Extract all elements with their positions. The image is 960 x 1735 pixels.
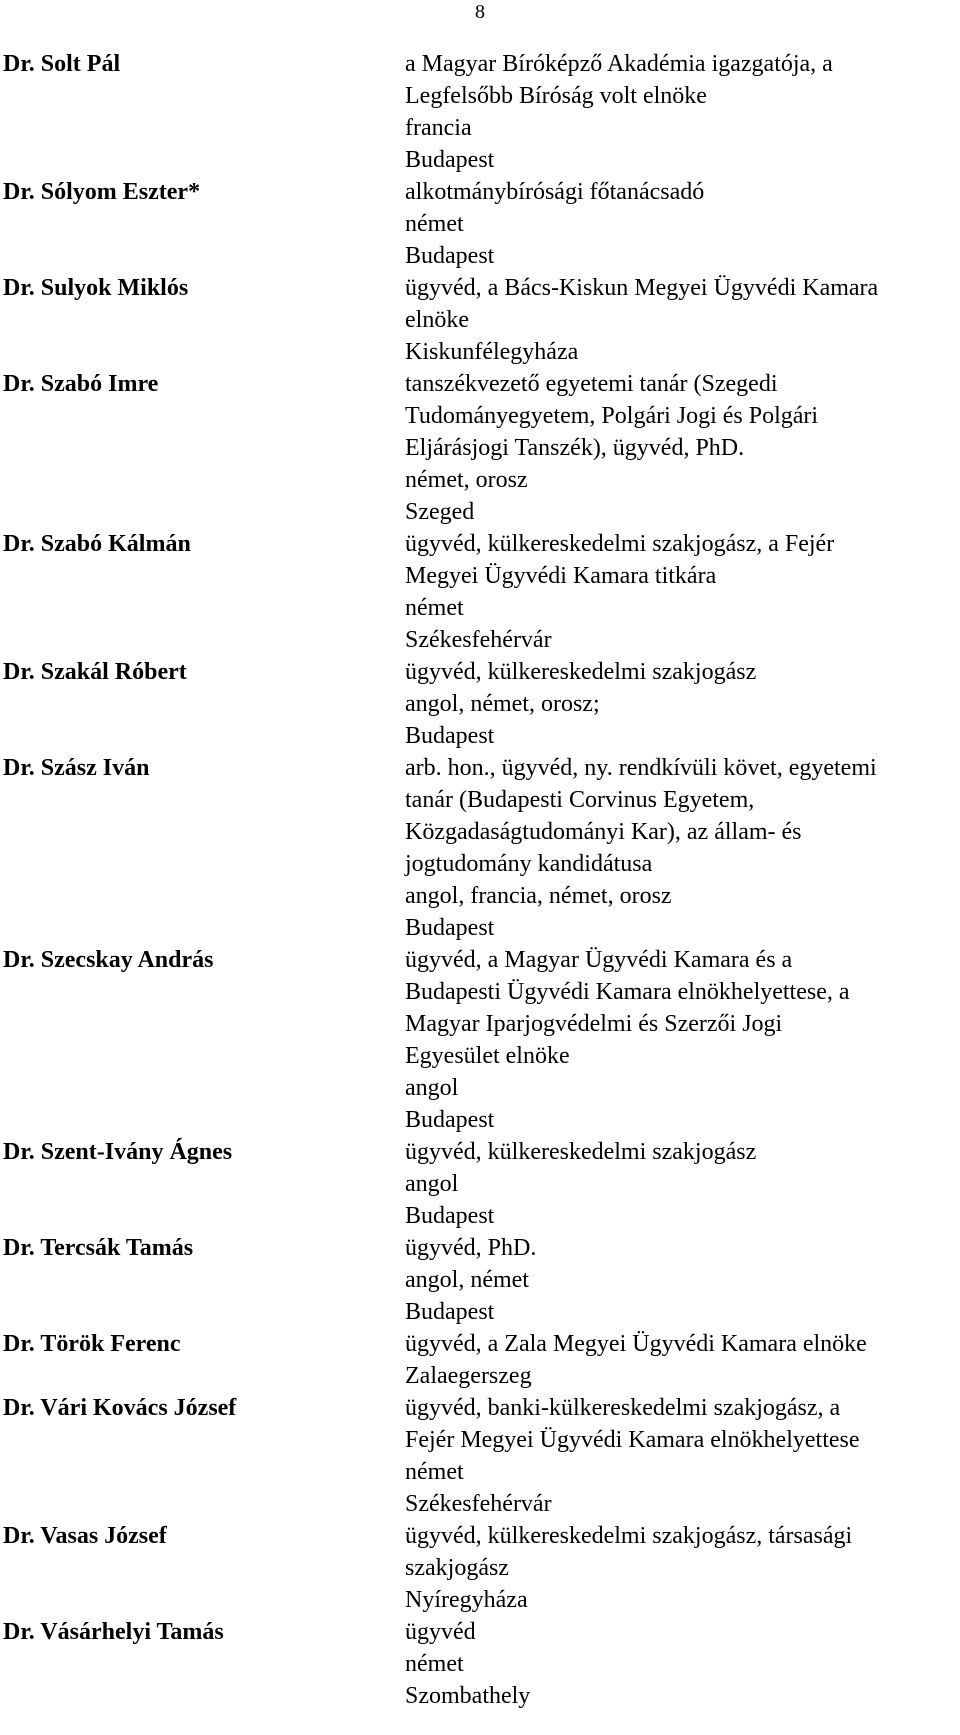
detail-line: jogtudomány kandidátusa [405, 851, 653, 877]
detail-line: Budapest [405, 1107, 495, 1133]
detail-line: Megyei Ügyvédi Kamara titkára [405, 563, 717, 589]
list-item [0, 752, 960, 944]
person-details [405, 944, 960, 1136]
list-item [0, 1520, 960, 1616]
detail-line: arb. hon., ügyvéd, ny. rendkívüli követ, egyetemi [405, 755, 877, 781]
list-item [0, 528, 960, 656]
list-item [0, 48, 960, 176]
person-name: Dr. Szecskay András [3, 947, 214, 973]
person-name: Dr. Vári Kovács József [3, 1395, 237, 1421]
list-item [0, 656, 960, 752]
list-item [0, 1616, 960, 1712]
detail-line: német [405, 1459, 464, 1485]
detail-line: Zalaegerszeg [405, 1363, 532, 1389]
detail-line: Budapest [405, 915, 495, 941]
detail-line: ügyvéd, külkereskedelmi szakjogász [405, 659, 757, 685]
detail-line: Budapest [405, 723, 495, 749]
person-name: Dr. Szabó Imre [3, 371, 159, 397]
detail-line: Nyíregyháza [405, 1587, 528, 1613]
person-details [405, 176, 960, 272]
detail-line: ügyvéd, banki-külkereskedelmi szakjogász, a [405, 1395, 841, 1421]
list-item [0, 176, 960, 272]
detail-line: Szombathely [405, 1683, 531, 1709]
detail-line: Kiskunfélegyháza [405, 339, 579, 365]
detail-line: tanszékvezető egyetemi tanár (Szegedi [405, 371, 778, 397]
page-number: 8 [475, 1, 485, 23]
person-details [405, 656, 960, 752]
detail-line: ügyvéd, külkereskedelmi szakjogász, társasági [405, 1523, 853, 1549]
detail-line: angol [405, 1171, 459, 1197]
list-item [0, 272, 960, 368]
detail-line: Tudományegyetem, Polgári Jogi és Polgári [405, 403, 819, 429]
list-item [0, 1232, 960, 1328]
list-item [0, 944, 960, 1136]
detail-line: Budapest [405, 1299, 495, 1325]
detail-line: alkotmánybírósági főtanácsadó [405, 179, 705, 205]
detail-line: német [405, 1651, 464, 1677]
person-name: Dr. Szász Iván [3, 755, 150, 781]
person-details [405, 272, 960, 368]
person-name: Dr. Sulyok Miklós [3, 275, 189, 301]
person-name: Dr. Vasas József [3, 1523, 167, 1549]
detail-line: francia [405, 115, 472, 141]
detail-line: angol, német [405, 1267, 529, 1293]
person-details [405, 1232, 960, 1328]
person-name: Dr. Tercsák Tamás [3, 1235, 194, 1261]
list-item [0, 1392, 960, 1520]
person-name: Dr. Solt Pál [3, 51, 121, 77]
list-item [0, 368, 960, 528]
detail-line: Szeged [405, 499, 475, 525]
detail-line: Budapest [405, 1203, 495, 1229]
detail-line: Közgadaságtudományi Kar), az állam- és [405, 819, 802, 845]
detail-line: Magyar Iparjogvédelmi és Szerzői Jogi [405, 1011, 783, 1037]
detail-line: Egyesület elnöke [405, 1043, 570, 1069]
detail-line: ügyvéd, külkereskedelmi szakjogász, a Fejér [405, 531, 835, 557]
detail-line: ügyvéd [405, 1619, 476, 1645]
person-details [405, 752, 960, 944]
person-details [405, 1520, 960, 1616]
person-name: Dr. Vásárhelyi Tamás [3, 1619, 224, 1645]
person-name: Dr. Szakál Róbert [3, 659, 187, 685]
entry-list [0, 48, 960, 1712]
list-item [0, 1136, 960, 1232]
person-name: Dr. Török Ferenc [3, 1331, 181, 1357]
person-details [405, 48, 960, 176]
person-name: Dr. Sólyom Eszter* [3, 179, 201, 205]
person-details [405, 1392, 960, 1520]
detail-line: ügyvéd, külkereskedelmi szakjogász [405, 1139, 757, 1165]
detail-line: Székesfehérvár [405, 1491, 552, 1517]
detail-line: ügyvéd, a Zala Megyei Ügyvédi Kamara elnöke [405, 1331, 867, 1357]
detail-line: tanár (Budapesti Corvinus Egyetem, [405, 787, 755, 813]
detail-line: Fejér Megyei Ügyvédi Kamara elnökhelyettese [405, 1427, 860, 1453]
detail-line: Budapest [405, 147, 495, 173]
detail-line: angol, francia, német, orosz [405, 883, 672, 909]
detail-line: német [405, 211, 464, 237]
person-name: Dr. Szabó Kálmán [3, 531, 191, 557]
detail-line: Budapest [405, 243, 495, 269]
detail-line: Legfelsőbb Bíróság volt elnöke [405, 83, 707, 109]
detail-line: angol [405, 1075, 459, 1101]
detail-line: Eljárásjogi Tanszék), ügyvéd, PhD. [405, 435, 745, 461]
detail-line: ügyvéd, PhD. [405, 1235, 537, 1261]
detail-line: ügyvéd, a Magyar Ügyvédi Kamara és a [405, 947, 793, 973]
detail-line: elnöke [405, 307, 469, 333]
detail-line: német [405, 595, 464, 621]
detail-line: Székesfehérvár [405, 627, 552, 653]
person-details [405, 368, 960, 528]
detail-line: német, orosz [405, 467, 528, 493]
detail-line: Budapesti Ügyvédi Kamara elnökhelyettese, a [405, 979, 850, 1005]
person-details [405, 1616, 960, 1712]
detail-line: ügyvéd, a Bács-Kiskun Megyei Ügyvédi Kamara [405, 275, 879, 301]
person-details [405, 1136, 960, 1232]
detail-line: a Magyar Bíróképző Akadémia igazgatója, a [405, 51, 833, 77]
person-details [405, 528, 960, 656]
person-details [405, 1328, 960, 1392]
list-item [0, 1328, 960, 1392]
detail-line: angol, német, orosz; [405, 691, 600, 717]
person-name: Dr. Szent-Ivány Ágnes [3, 1139, 233, 1165]
detail-line: szakjogász [405, 1555, 509, 1581]
